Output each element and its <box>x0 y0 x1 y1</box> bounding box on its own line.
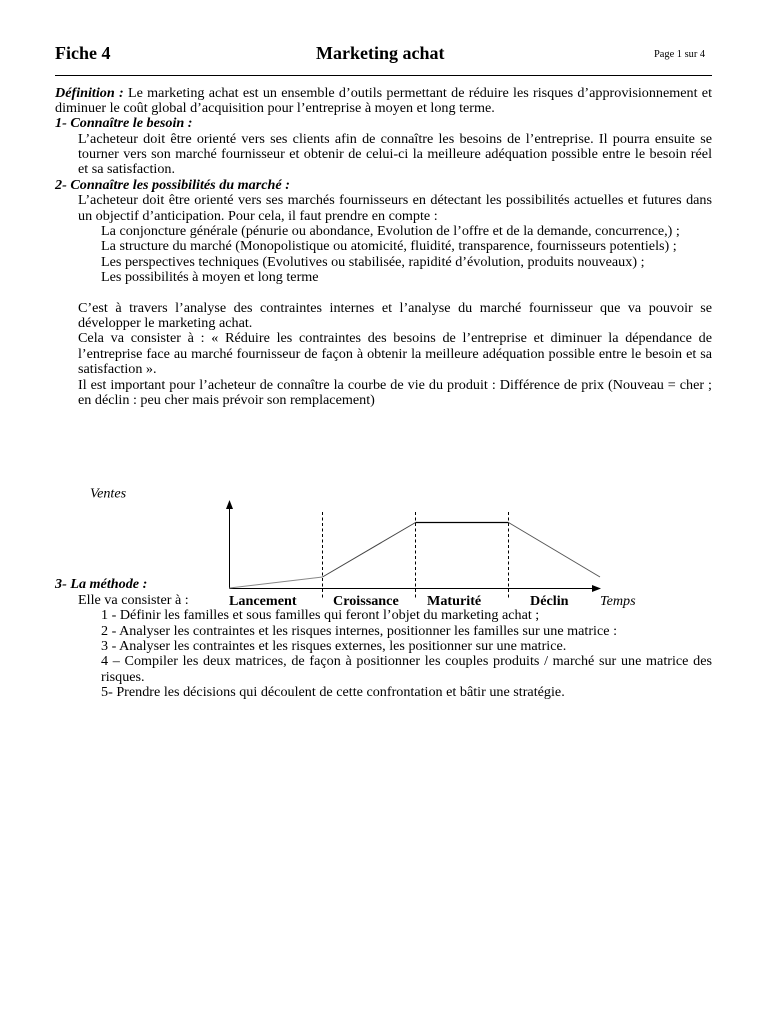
market-factor-item: Les perspectives techniques (Evolutives ou stabilisée, rapidité d’évolution, produits nouveaux) ; <box>101 253 645 270</box>
method-step-item: 4 – Compiler les deux matrices, de façon à positionner les couples produits / marché sur une matrice des risques. <box>101 653 712 685</box>
section-2-goal: Cela va consister à : « Réduire les contraintes des besoins de l’entreprise et diminuer la dépendance de l’entreprise face au marché fournisseur de façon à obtenir la meilleure adéquation possible entre le besoin et sa satisfaction ». <box>78 330 712 378</box>
product-lifecycle-diagram <box>80 485 650 615</box>
method-step-item: 1 - Définir les familles et sous familles qui feront l’objet du marketing achat ; <box>101 607 540 624</box>
y-axis-label: Ventes <box>90 485 127 502</box>
sales-curve-growth <box>323 523 416 578</box>
page-counter: Page 1 sur 4 <box>654 49 706 60</box>
section-2-intro: L’acheteur doit être orienté vers ses marchés fournisseurs en détectant les possibilités actuelles et futures dans un objectif d’anticipation. Pour cela, il faut prendre en compte : <box>78 192 712 224</box>
sales-curve-decline <box>509 523 601 578</box>
phase-label-maturite: Maturité <box>427 593 482 610</box>
market-factor-item: Les possibilités à moyen et long terme <box>101 269 319 285</box>
section-2-title: 2- Connaître les possibilités du marché : <box>55 176 290 193</box>
definition-label: Définition : <box>55 84 124 101</box>
phase-label-lancement: Lancement <box>229 593 297 610</box>
method-step-item: 3 - Analyser les contraintes et les risques externes, les positionner sur une matrice. <box>101 637 567 654</box>
sales-curve-launch <box>230 577 323 588</box>
phase-label-declin: Déclin <box>530 593 569 610</box>
section-3-intro: Elle va consister à : <box>78 591 189 608</box>
section-1-title: 1- Connaître le besoin : <box>55 115 193 132</box>
market-factors-list <box>55 224 712 286</box>
x-axis-label: Temps <box>600 593 636 610</box>
section-2-analysis: C’est à travers l’analyse des contraintes internes et l’analyse du marché fournisseur que va pouvoir se développer le marketing achat. <box>78 299 712 332</box>
sheet-number: Fiche 4 <box>55 43 111 63</box>
y-axis-arrow <box>226 500 233 509</box>
method-step-item: 5- Prendre les décisions qui découlent de cette confrontation et bâtir une stratégie. <box>101 684 565 701</box>
definition-paragraph <box>55 86 712 117</box>
x-axis-arrow <box>592 585 601 592</box>
definition-text: Le marketing achat est un ensemble d’outils permettant de réduire les risques d’approvisionnement et diminuer le coût global d’acquisition pour l’entreprise à moyen et long terme. <box>55 84 712 116</box>
page-title: Marketing achat <box>316 43 445 63</box>
section-2-lifecycle-note: Il est important pour l’acheteur de connaître la courbe de vie du produit : Différence de prix (Nouveau = cher ; en déclin : peu cher mais prévoir son remplacement) <box>78 376 712 408</box>
section-1-text: L’acheteur doit être orienté vers ses clients afin de connaître les besoins de l’entreprise. Il pourra ensuite se tourner vers son marché fournisseur et obtenir de celui-ci la meilleure adéquation possible entre le besoin réel et sa satisfaction. <box>78 130 712 178</box>
phase-label-croissance: Croissance <box>333 593 399 610</box>
section-3-title: 3- La méthode : <box>55 576 148 593</box>
market-factor-item: La structure du marché (Monopolistique ou atomicité, fluidité, transparence, fournisseurs potentiels) ; <box>101 238 677 255</box>
market-factor-item: La conjoncture générale (pénurie ou abondance, Evolution de l’offre et de la demande, concurrence,) ; <box>101 222 680 239</box>
header-rule <box>55 75 712 76</box>
method-steps-list <box>55 608 712 700</box>
method-step-item: 2 - Analyser les contraintes et les risques internes, positionner les familles sur une matrice : <box>101 622 617 639</box>
